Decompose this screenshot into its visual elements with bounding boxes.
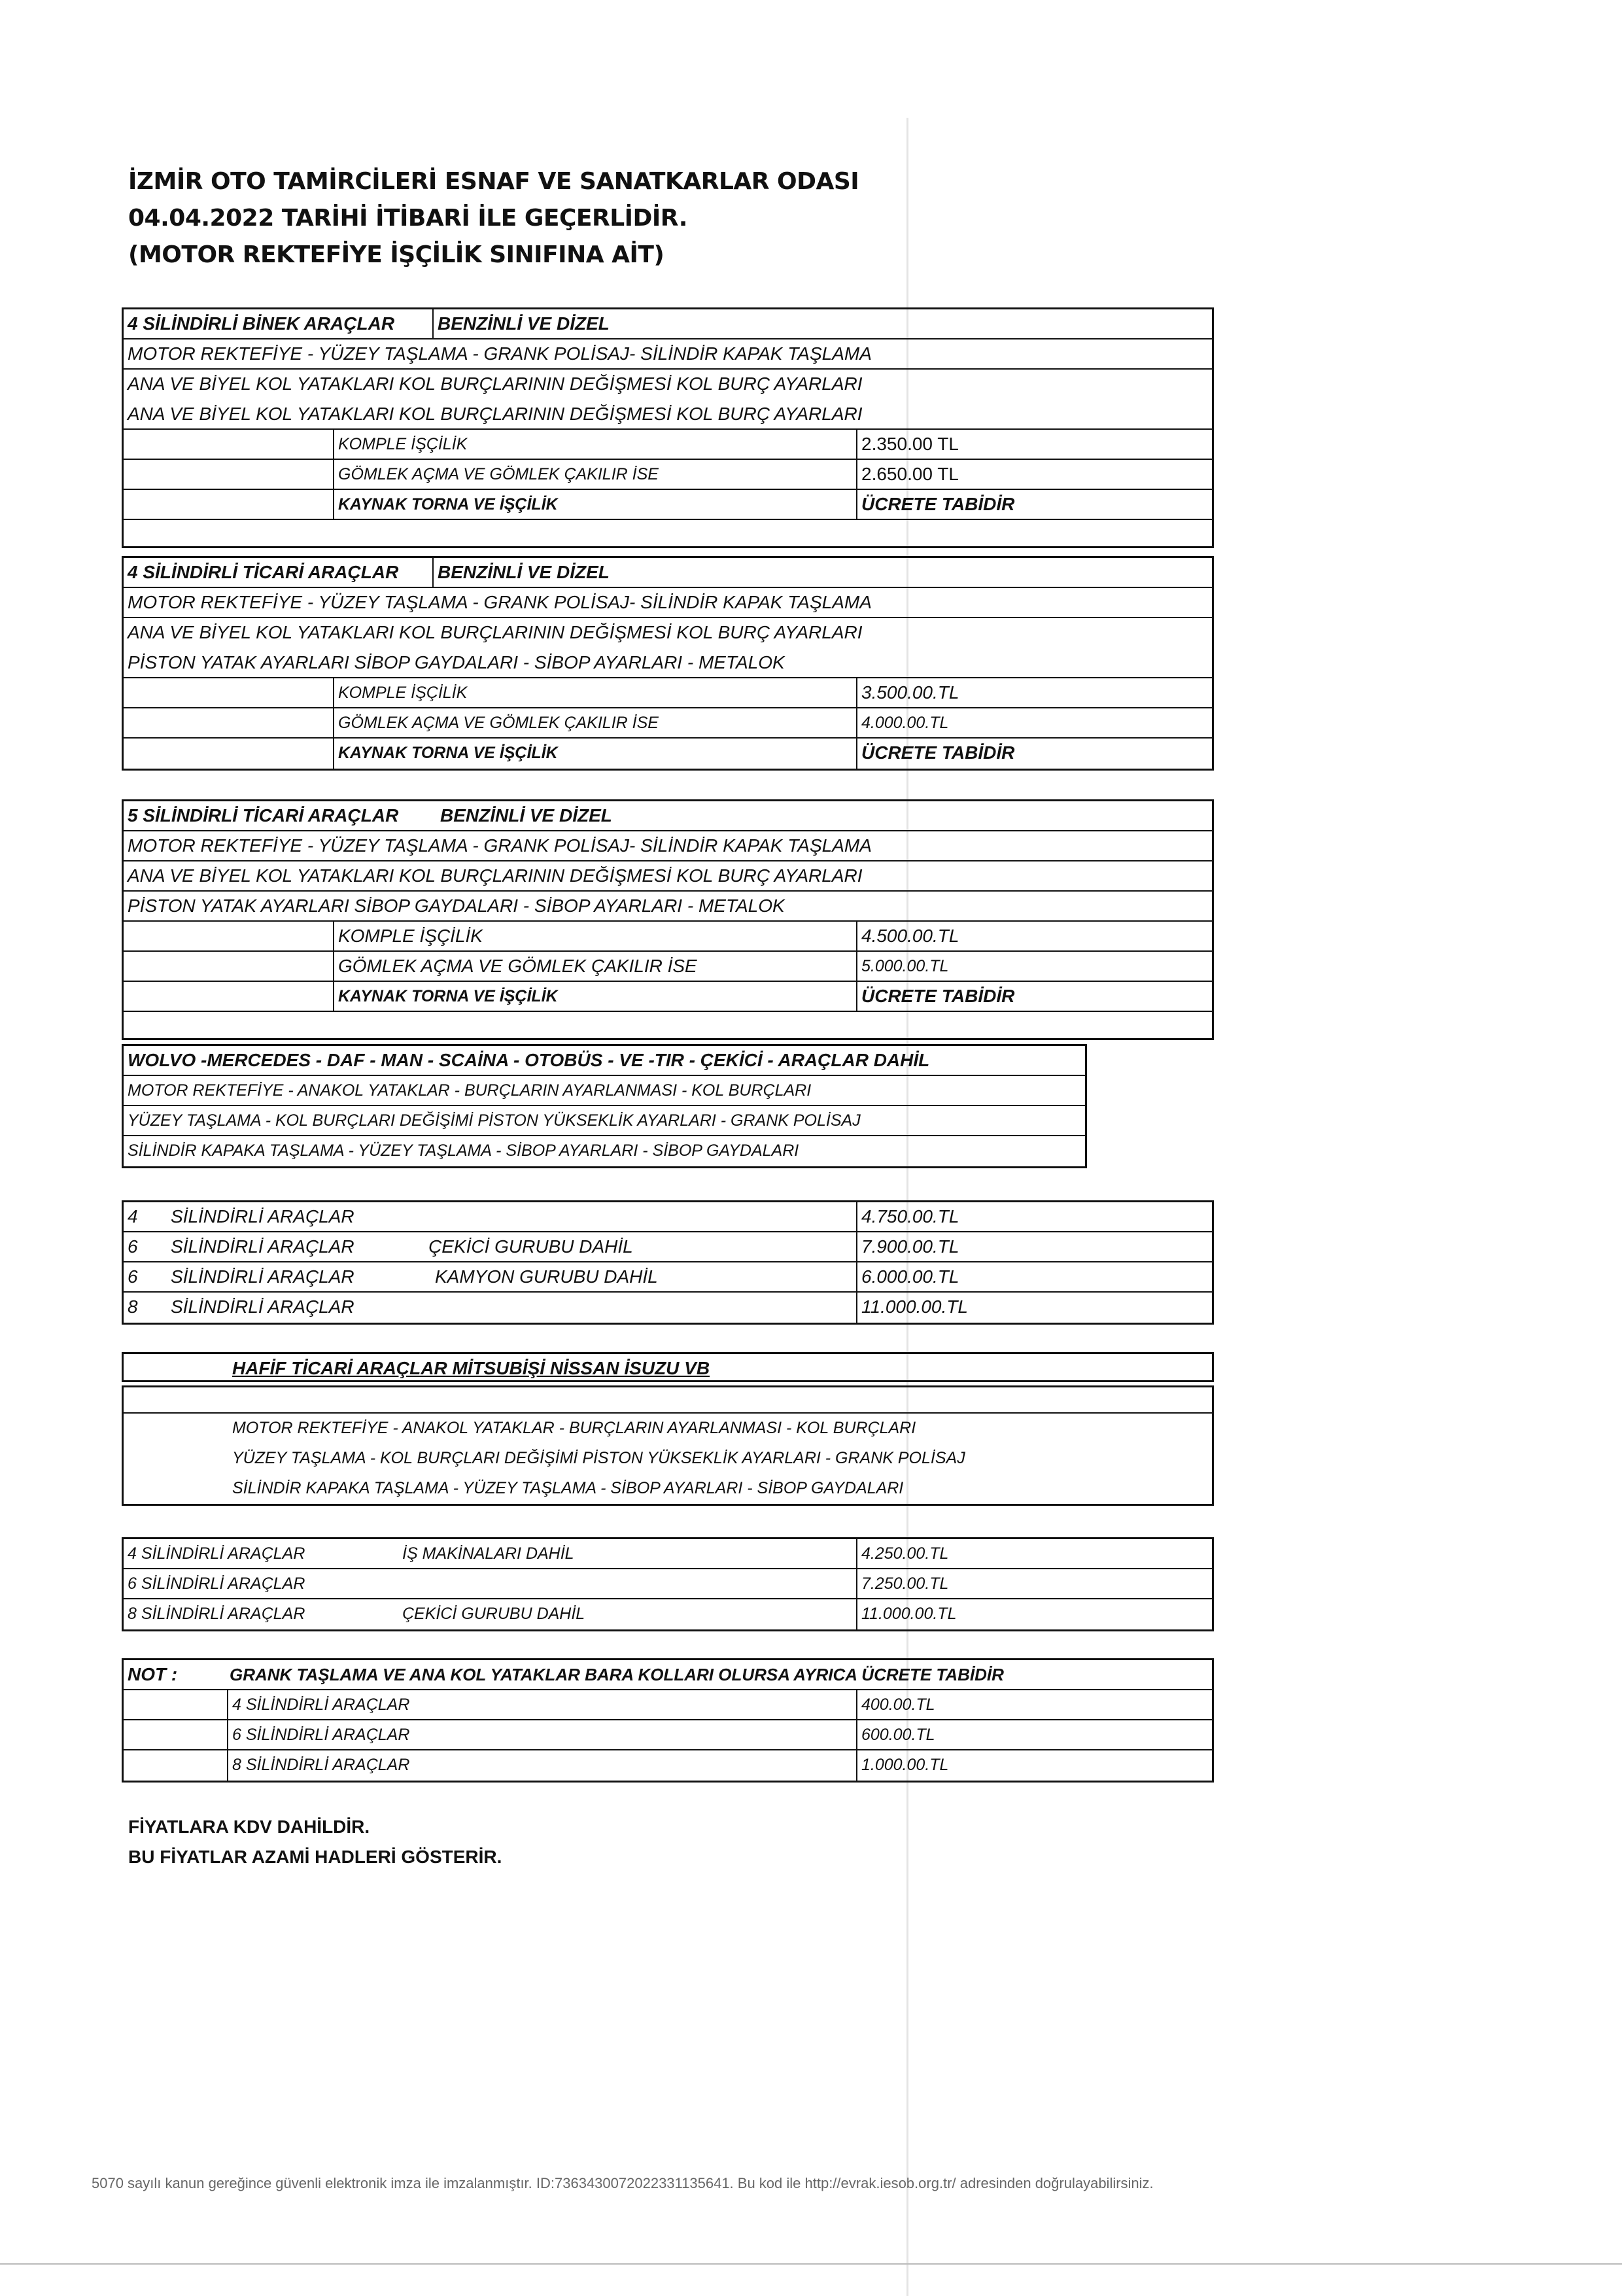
item-label: 6 SİLİNDİRLİ ARAÇLAR: [227, 1720, 409, 1749]
section-title-row: [124, 1046, 1085, 1076]
item-label: KOMPLE İŞÇİLİK: [333, 678, 467, 707]
item-extra: [424, 1202, 428, 1231]
item-label: KAYNAK TORNA VE İŞÇİLİK: [333, 739, 558, 769]
price-row: [124, 490, 1212, 520]
price-row: [124, 952, 1212, 982]
max-price-note: BU FİYATLAR AZAMİ HADLERİ GÖSTERİR.: [128, 1847, 502, 1867]
document-subtitle: (MOTOR REKTEFİYE İŞÇİLİK SINIFINA AİT): [128, 241, 664, 268]
desc-text: YÜZEY TAŞLAMA - KOL BURÇLARI DEĞİŞİMİ PİSTON YÜKSEKLİK AYARLARI - GRANK POLİSAJ: [232, 1449, 965, 1467]
section-note: [122, 1658, 1214, 1783]
section-light-commercial: [122, 1385, 1214, 1506]
fuel-type: BENZİNLİ VE DİZEL: [432, 309, 610, 338]
cylinder-count: 6: [128, 1266, 138, 1287]
price-row: [124, 1539, 1212, 1569]
desc-row: [124, 1076, 1085, 1106]
desc-text: MOTOR REKTEFİYE - ANAKOL YATAKLAR - BURÇLARIN AYARLANMASI - KOL BURÇLARI: [232, 1419, 916, 1437]
item-price: 11.000.00.TL: [856, 1293, 968, 1323]
item-price: 4.500.00.TL: [856, 922, 959, 950]
section-title: 4 SİLİNDİRLİ BİNEK ARAÇLAR: [128, 313, 395, 334]
item-extra: İŞ MAKİNALARI DAHİL: [402, 1544, 574, 1563]
section-5-cyl-commercial: [122, 799, 1214, 1040]
desc-row: [124, 1444, 1212, 1474]
price-row: [124, 1599, 1212, 1629]
desc-row: [124, 370, 1212, 400]
item-label: SİLİNDİRLİ ARAÇLAR: [171, 1236, 354, 1257]
vat-note: FİYATLARA KDV DAHİLDİR.: [128, 1817, 370, 1837]
desc-row: [124, 339, 1212, 370]
desc-text: MOTOR REKTEFİYE - YÜZEY TAŞLAMA - GRANK POLİSAJ- SİLİNDİR KAPAK TAŞLAMA: [128, 343, 872, 364]
price-row: [124, 982, 1212, 1012]
fuel-type: BENZİNLİ VE DİZEL: [440, 805, 612, 826]
price-row: [124, 739, 1212, 769]
section-title: HAFİF TİCARİ ARAÇLAR MİTSUBİŞİ NİSSAN İSUZU VB: [232, 1358, 710, 1378]
item-price: ÜCRETE TABİDİR: [856, 490, 1014, 519]
section-title: WOLVO -MERCEDES - DAF - MAN - SCAİNA - OTOBÜS - VE -TIR - ÇEKİCİ - ARAÇLAR DAHİL: [128, 1050, 930, 1070]
item-price: 7.900.00.TL: [856, 1232, 959, 1261]
item-label: KOMPLE İŞÇİLİK: [333, 922, 483, 950]
item-price: 5.000.00.TL: [856, 952, 948, 981]
item-price: 3.500.00.TL: [856, 678, 959, 707]
desc-row: [124, 892, 1212, 922]
desc-row: [124, 861, 1212, 892]
section-light-commercial-title: [122, 1352, 1214, 1382]
item-extra: ÇEKİCİ GURUBU DAHİL: [428, 1236, 633, 1257]
item-extra: [398, 1569, 402, 1598]
desc-text: ANA VE BİYEL KOL YATAKLARI KOL BURÇLARININ DEĞİŞMESİ KOL BURÇ AYARLARI: [128, 404, 863, 424]
e-signature-note: 5070 sayılı kanun gereğince güvenli elektronik imza ile imzalanmıştır. ID:73634300720223311356​41. Bu kod ile http://evrak.iesob.org.tr/ adresinden doğrulayabilirsiniz.: [92, 2175, 1154, 2191]
desc-text: YÜZEY TAŞLAMA - KOL BURÇLARI DEĞİŞİMİ PİSTON YÜKSEKLİK AYARLARI - GRANK POLİSAJ: [128, 1111, 861, 1130]
price-row: [124, 1720, 1212, 1750]
desc-text: ANA VE BİYEL KOL YATAKLARI KOL BURÇLARININ DEĞİŞMESİ KOL BURÇ AYARLARI: [128, 622, 863, 642]
spacer-row: [124, 1012, 1212, 1038]
item-price: ÜCRETE TABİDİR: [856, 982, 1014, 1011]
item-price: 2.350.00 TL: [856, 430, 959, 459]
item-label: GÖMLEK AÇMA VE GÖMLEK ÇAKILIR İSE: [333, 708, 659, 737]
document-header: [128, 164, 978, 273]
desc-text: ANA VE BİYEL KOL YATAKLARI KOL BURÇLARININ DEĞİŞMESİ KOL BURÇ AYARLARI: [128, 865, 863, 886]
item-extra: [424, 1293, 428, 1323]
footer-notes: [128, 1812, 502, 1872]
item-extra: KAMYON GURUBU DAHİL: [435, 1266, 658, 1287]
item-price: 6.000.00.TL: [856, 1262, 959, 1291]
item-label: 8 SİLİNDİRLİ ARAÇLAR: [128, 1605, 305, 1623]
desc-text: MOTOR REKTEFİYE - YÜZEY TAŞLAMA - GRANK POLİSAJ- SİLİNDİR KAPAK TAŞLAMA: [128, 835, 872, 856]
item-price: 11.000.00.TL: [856, 1599, 956, 1629]
price-row: [124, 1750, 1212, 1781]
item-label: 4 SİLİNDİRLİ ARAÇLAR: [227, 1690, 409, 1719]
section-4-cyl-commercial: [122, 556, 1214, 771]
desc-text: MOTOR REKTEFİYE - YÜZEY TAŞLAMA - GRANK POLİSAJ- SİLİNDİR KAPAK TAŞLAMA: [128, 592, 872, 612]
fuel-type: BENZİNLİ VE DİZEL: [432, 558, 610, 587]
section-title-row: [124, 801, 1212, 831]
cylinder-count: 6: [128, 1236, 138, 1257]
desc-row: [124, 1414, 1212, 1444]
item-label: GÖMLEK AÇMA VE GÖMLEK ÇAKILIR İSE: [333, 460, 659, 489]
cylinder-count: 8: [128, 1296, 138, 1317]
item-price: 2.650.00 TL: [856, 460, 959, 489]
spacer-row: [124, 1387, 1212, 1414]
item-price: ÜCRETE TABİDİR: [856, 739, 1014, 769]
note-row: [124, 1660, 1212, 1690]
section-light-commercial-prices: [122, 1537, 1214, 1631]
item-label: 8 SİLİNDİRLİ ARAÇLAR: [227, 1750, 409, 1781]
item-label: 6 SİLİNDİRLİ ARAÇLAR: [128, 1574, 305, 1593]
item-label: KAYNAK TORNA VE İŞÇİLİK: [333, 982, 558, 1011]
desc-row: [124, 1106, 1085, 1136]
item-label: KAYNAK TORNA VE İŞÇİLİK: [333, 490, 558, 519]
desc-row: [124, 588, 1212, 618]
desc-text: PİSTON YATAK AYARLARI SİBOP GAYDALARI - SİBOP AYARLARI - METALOK: [128, 896, 785, 916]
item-price: 4.000.00.TL: [856, 708, 948, 737]
item-extra: ÇEKİCİ GURUBU DAHİL: [402, 1605, 585, 1623]
section-title-row: [124, 558, 1212, 588]
price-row: [124, 922, 1212, 952]
section-heavy-vehicles: [122, 1044, 1087, 1168]
section-cylinder-prices: [122, 1200, 1214, 1325]
chamber-title: İZMİR OTO TAMİRCİLERİ ESNAF VE SANATKARLAR ODASI: [128, 168, 859, 195]
price-row: [124, 1262, 1212, 1293]
cylinder-count: 4: [128, 1206, 138, 1226]
note-label: NOT :: [128, 1664, 178, 1684]
section-title: 5 SİLİNDİRLİ TİCARİ ARAÇLAR: [128, 805, 399, 826]
item-price: 4.250.00.TL: [856, 1539, 948, 1568]
price-row: [124, 1202, 1212, 1232]
price-row: [124, 1690, 1212, 1720]
price-row: [124, 430, 1212, 460]
item-label: KOMPLE İŞÇİLİK: [333, 430, 467, 459]
desc-row: [124, 618, 1212, 648]
item-price: 1.000.00.TL: [856, 1750, 948, 1781]
desc-text: ANA VE BİYEL KOL YATAKLARI KOL BURÇLARININ DEĞİŞMESİ KOL BURÇ AYARLARI: [128, 374, 863, 394]
price-row: [124, 1232, 1212, 1262]
validity-date: 04.04.2022 TARİHİ İTİBARİ İLE GEÇERLİDİR.: [128, 205, 687, 232]
spacer-row: [124, 520, 1212, 546]
price-row: [124, 678, 1212, 708]
price-row: [124, 708, 1212, 739]
item-price: 7.250.00.TL: [856, 1569, 948, 1598]
section-4-cyl-passenger: [122, 307, 1214, 548]
desc-row: [124, 400, 1212, 430]
bottom-divider: [0, 2263, 1622, 2265]
price-row: [124, 1293, 1212, 1323]
desc-row: [124, 648, 1212, 678]
desc-row: [124, 1136, 1085, 1166]
desc-text: PİSTON YATAK AYARLARI SİBOP GAYDALARI - SİBOP AYARLARI - METALOK: [128, 652, 785, 672]
item-label: 4 SİLİNDİRLİ ARAÇLAR: [128, 1544, 305, 1563]
item-label: SİLİNDİRLİ ARAÇLAR: [171, 1296, 354, 1317]
desc-row: [124, 831, 1212, 861]
desc-text: SİLİNDİR KAPAKA TAŞLAMA - YÜZEY TAŞLAMA - SİBOP AYARLARI - SİBOP GAYDALARI: [232, 1479, 904, 1497]
item-price: 600.00.TL: [856, 1720, 935, 1749]
desc-text: SİLİNDİR KAPAKA TAŞLAMA - YÜZEY TAŞLAMA - SİBOP AYARLARI - SİBOP GAYDALARI: [128, 1141, 799, 1160]
item-price: 400.00.TL: [856, 1690, 935, 1719]
desc-text: MOTOR REKTEFİYE - ANAKOL YATAKLAR - BURÇLARIN AYARLANMASI - KOL BURÇLARI: [128, 1081, 812, 1100]
price-row: [124, 460, 1212, 490]
desc-row: [124, 1474, 1212, 1504]
note-text: GRANK TAŞLAMA VE ANA KOL YATAKLAR BARA KOLLARI OLURSA AYRICA ÜCRETE TABİDİR: [230, 1665, 1004, 1684]
section-title-row: [124, 1354, 1212, 1384]
price-row: [124, 1569, 1212, 1599]
item-price: 4.750.00.TL: [856, 1202, 959, 1231]
section-title-row: [124, 309, 1212, 339]
item-label: GÖMLEK AÇMA VE GÖMLEK ÇAKILIR İSE: [333, 952, 697, 981]
section-title: 4 SİLİNDİRLİ TİCARİ ARAÇLAR: [128, 562, 399, 582]
item-label: SİLİNDİRLİ ARAÇLAR: [171, 1266, 354, 1287]
item-label: SİLİNDİRLİ ARAÇLAR: [171, 1206, 354, 1226]
